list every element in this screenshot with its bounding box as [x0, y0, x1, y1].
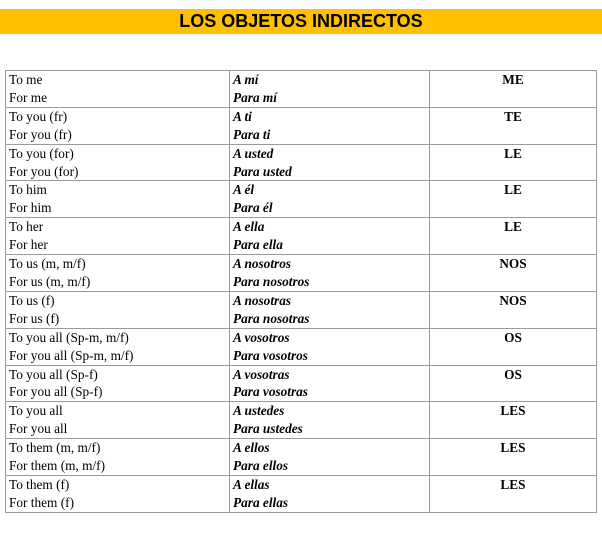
- english-cell: [6, 255, 230, 292]
- spanish-cell: [230, 402, 430, 439]
- spanish-a-phrase: A ella: [233, 219, 265, 235]
- english-cell: [6, 218, 230, 255]
- indirect-object-pronoun-table: [5, 70, 597, 513]
- spanish-para-phrase: Para ellas: [233, 494, 289, 510]
- english-to-phrase: To them (f): [9, 476, 70, 492]
- spanish-cell: [230, 71, 430, 108]
- english-cell: [6, 475, 230, 512]
- pronoun-cell: LE: [430, 144, 597, 181]
- spanish-a-phrase: A nosotros: [233, 256, 292, 272]
- spanish-a-phrase: A ellas: [233, 476, 270, 492]
- english-for-phrase: For her: [9, 237, 48, 253]
- spanish-a-phrase: A ellos: [233, 440, 270, 456]
- english-cell: [6, 328, 230, 365]
- table-row: [6, 71, 597, 108]
- pronoun-cell: LE: [430, 218, 597, 255]
- english-to-phrase: To you (fr): [9, 108, 68, 124]
- english-cell: [6, 439, 230, 476]
- spanish-para-phrase: Para ellos: [233, 458, 289, 474]
- pronoun-cell: TE: [430, 107, 597, 144]
- spanish-a-phrase: A nosotras: [233, 292, 292, 308]
- english-for-phrase: For you (for): [9, 163, 79, 179]
- spanish-a-phrase: A vosotras: [233, 366, 290, 382]
- spanish-cell: [230, 144, 430, 181]
- english-cell: [6, 181, 230, 218]
- english-to-phrase: To him: [9, 182, 47, 198]
- spanish-cell: [230, 328, 430, 365]
- english-cell: [6, 402, 230, 439]
- table-row: [6, 439, 597, 476]
- pronoun-cell: NOS: [430, 291, 597, 328]
- english-cell: [6, 107, 230, 144]
- spanish-para-phrase: Para nosotros: [233, 273, 310, 289]
- english-to-phrase: To me: [9, 72, 43, 87]
- spanish-a-phrase: A ti: [233, 108, 252, 124]
- english-to-phrase: To you (for): [9, 145, 74, 161]
- english-to-phrase: To us (f): [9, 292, 55, 308]
- english-to-phrase: To her: [9, 219, 44, 235]
- table-row: [6, 328, 597, 365]
- spanish-para-phrase: Para él: [233, 200, 273, 216]
- pronoun-cell: NOS: [430, 255, 597, 292]
- english-for-phrase: For us (f): [9, 310, 60, 326]
- spanish-a-phrase: A él: [233, 182, 255, 198]
- table-row: [6, 218, 597, 255]
- spanish-para-phrase: Para usted: [233, 163, 292, 179]
- english-to-phrase: To them (m, m/f): [9, 440, 101, 456]
- english-cell: [6, 71, 230, 108]
- table-row: [6, 365, 597, 402]
- spanish-cell: [230, 475, 430, 512]
- spanish-a-phrase: A mí: [233, 72, 259, 87]
- spanish-para-phrase: Para ustedes: [233, 421, 303, 437]
- english-for-phrase: For us (m, m/f): [9, 273, 91, 289]
- english-for-phrase: For you all: [9, 421, 68, 437]
- english-cell: [6, 144, 230, 181]
- spanish-cell: [230, 218, 430, 255]
- table-row: [6, 144, 597, 181]
- spanish-a-phrase: A usted: [233, 145, 274, 161]
- spanish-cell: [230, 255, 430, 292]
- english-for-phrase: For you all (Sp-f): [9, 384, 103, 400]
- english-for-phrase: For them (m, m/f): [9, 458, 106, 474]
- spanish-para-phrase: Para vosotros: [233, 347, 308, 363]
- spanish-para-phrase: Para ella: [233, 237, 283, 253]
- spanish-para-phrase: Para ti: [233, 126, 271, 142]
- pronoun-cell: OS: [430, 365, 597, 402]
- page-title: LOS OBJETOS INDIRECTOS: [0, 9, 602, 34]
- spanish-a-phrase: A ustedes: [233, 403, 285, 419]
- spanish-cell: [230, 181, 430, 218]
- spanish-cell: [230, 439, 430, 476]
- english-cell: [6, 365, 230, 402]
- table-row: [6, 402, 597, 439]
- english-to-phrase: To you all (Sp-m, m/f): [9, 329, 129, 345]
- english-for-phrase: For me: [9, 89, 48, 105]
- spanish-cell: [230, 291, 430, 328]
- table-row: [6, 291, 597, 328]
- table-row: [6, 255, 597, 292]
- english-for-phrase: For him: [9, 200, 52, 216]
- english-for-phrase: For them (f): [9, 494, 74, 510]
- english-cell: [6, 291, 230, 328]
- english-for-phrase: For you (fr): [9, 126, 72, 142]
- table-row: [6, 475, 597, 512]
- english-to-phrase: To us (m, m/f): [9, 256, 86, 272]
- table-row: [6, 107, 597, 144]
- english-to-phrase: To you all: [9, 403, 63, 419]
- english-for-phrase: For you all (Sp-m, m/f): [9, 347, 134, 363]
- english-to-phrase: To you all (Sp-f): [9, 366, 98, 382]
- spanish-para-phrase: Para nosotras: [233, 310, 310, 326]
- table-body: [6, 71, 597, 513]
- spanish-cell: [230, 107, 430, 144]
- spanish-para-phrase: Para mí: [233, 89, 277, 105]
- pronoun-cell: LE: [430, 181, 597, 218]
- pronoun-cell: LES: [430, 439, 597, 476]
- pronoun-cell: ME: [430, 71, 597, 108]
- spanish-para-phrase: Para vosotras: [233, 384, 308, 400]
- pronoun-cell: OS: [430, 328, 597, 365]
- pronoun-cell: LES: [430, 475, 597, 512]
- pronoun-cell: LES: [430, 402, 597, 439]
- spanish-a-phrase: A vosotros: [233, 329, 290, 345]
- spanish-cell: [230, 365, 430, 402]
- table-row: [6, 181, 597, 218]
